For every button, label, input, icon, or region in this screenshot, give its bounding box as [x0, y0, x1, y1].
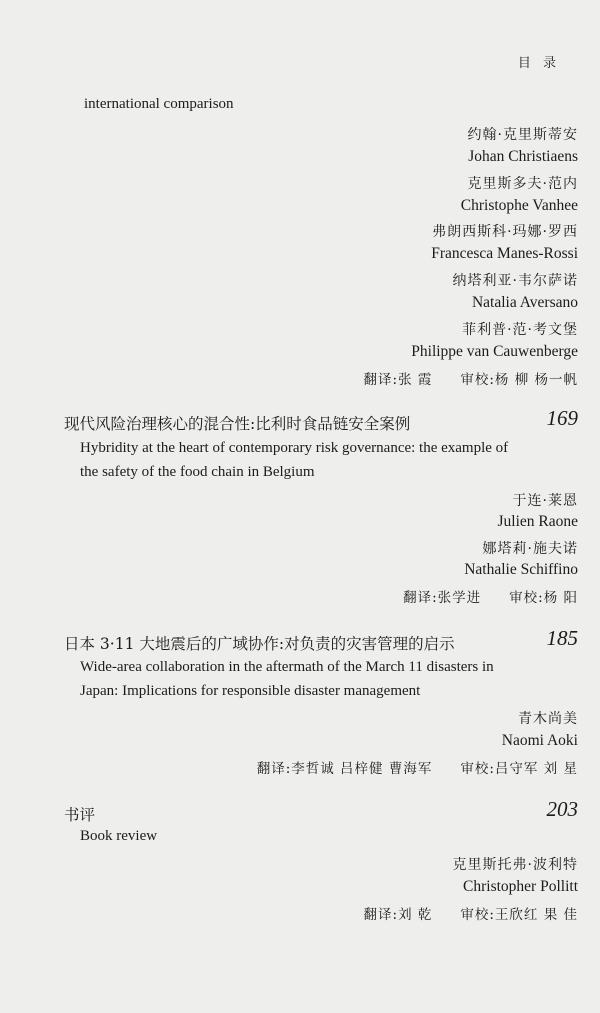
reviewers: 审校:吕守军 刘 星 [460, 761, 578, 777]
author-name-en: Johan Christiaens [468, 148, 578, 165]
article-title-zh: 现代风险治理核心的混合性:比利时食品链安全案例 [64, 415, 411, 433]
reviewers: 审校:王欣红 果 佳 [460, 907, 578, 923]
article-title-zh: 书评 [64, 806, 96, 824]
page-number: 169 [546, 406, 578, 430]
translators: 翻译:李哲诚 吕梓健 曹海军 [256, 761, 433, 777]
author-name-en: Christopher Pollitt [463, 878, 578, 895]
author-name-en: Natalia Aversano [471, 294, 578, 311]
author-name-en: Christophe Vanhee [460, 197, 578, 214]
author-name-en: Julien Raone [497, 513, 578, 530]
article-title-zh: 日本 3·11 大地震后的广域协作:对负责的灾害管理的启示 [64, 635, 455, 653]
reviewers: 审校:杨 阳 [509, 590, 578, 606]
article-title-en: the safety of the food chain in Belgium [80, 464, 315, 480]
author-name-en: Naomi Aoki [501, 732, 578, 749]
author-name-zh: 青木尚美 [518, 711, 578, 727]
author-name-en: Philippe van Cauwenberge [411, 343, 578, 360]
translators: 翻译:刘 乾 [363, 907, 433, 923]
author-name-zh: 克里斯托弗·波利特 [452, 857, 578, 873]
author-name-zh: 约翰·克里斯蒂安 [467, 127, 578, 143]
author-name-en: Nathalie Schiffino [464, 561, 578, 578]
author-name-zh: 纳塔利亚·韦尔萨诺 [452, 273, 578, 289]
translation-credits [257, 757, 578, 777]
translators: 翻译:张学进 [403, 590, 482, 606]
author-name-en: Francesca Manes-Rossi [431, 245, 578, 262]
article-title-en: Book review [80, 828, 158, 844]
translation-credits [364, 903, 578, 923]
reviewers: 审校:杨 柳 杨一帆 [460, 372, 578, 388]
article-title-en: Wide-area collaboration in the aftermath of the March 11 disasters in [80, 659, 494, 675]
author-name-zh: 娜塔莉·施夫诺 [482, 541, 578, 557]
author-name-zh: 弗朗西斯科·玛娜·罗西 [432, 224, 578, 240]
page-number: 185 [546, 626, 578, 650]
translators: 翻译:张 霞 [363, 372, 433, 388]
translation-credits [364, 368, 578, 388]
article-title-en: Hybridity at the heart of contemporary risk governance: the example of [80, 440, 509, 456]
translation-credits [403, 586, 578, 606]
author-name-zh: 克里斯多夫·范内 [467, 176, 578, 192]
author-name-zh: 于连·莱恩 [512, 493, 578, 509]
running-header: 目 录 [517, 56, 560, 71]
article-title-en: Japan: Implications for responsible disaster management [80, 683, 421, 699]
author-name-zh: 菲利普·范·考文堡 [462, 322, 578, 338]
article-title-en-continued: international comparison [84, 96, 234, 112]
page-number: 203 [546, 797, 578, 821]
